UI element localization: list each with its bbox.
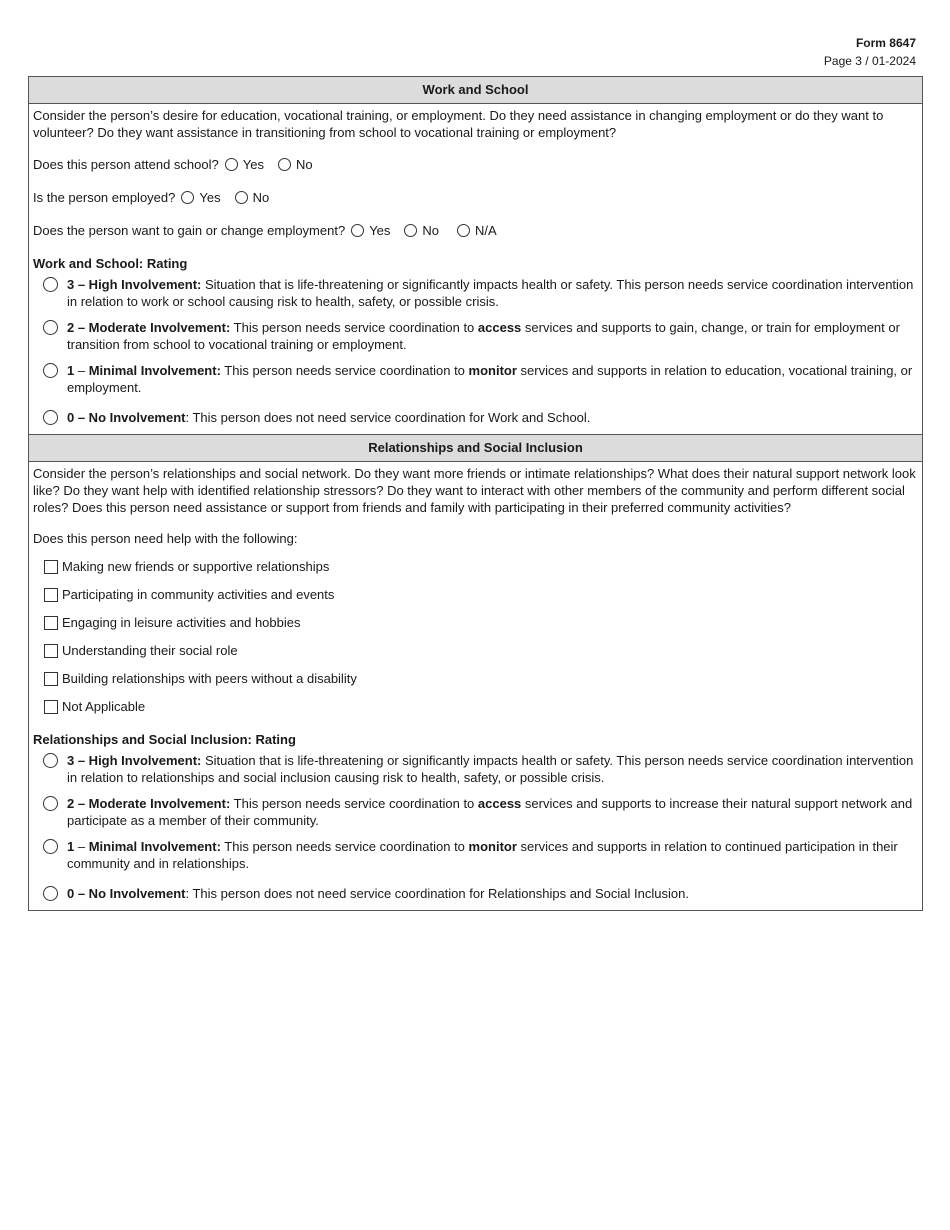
question-text: Is the person employed?	[33, 190, 176, 205]
rating-description: Situation that is life-threatening or significantly impacts health or safety. This person needs service coordination intervention in relation to work or school causing risk to health, safety, or possible crisis.	[67, 277, 914, 309]
checkbox-label: Understanding their social role	[62, 643, 238, 658]
radio-button[interactable]	[43, 796, 58, 811]
attend-school-yes-option[interactable]	[225, 157, 264, 172]
relationships-rating-3[interactable]	[33, 752, 918, 786]
rating-text	[67, 409, 918, 426]
question-text: Does the person want to gain or change employment?	[33, 223, 346, 238]
radio-button[interactable]	[43, 363, 58, 378]
rating-description: This person needs service coordination to	[230, 796, 478, 811]
radio-button[interactable]	[43, 320, 58, 335]
checkbox-label: Not Applicable	[62, 699, 146, 714]
form-frame	[28, 76, 923, 911]
checklist-item-leisure[interactable]	[33, 614, 918, 631]
rating-number: 1	[67, 363, 75, 378]
section-relationships	[29, 462, 922, 910]
checkbox-label: Making new friends or supportive relationships	[62, 559, 330, 574]
change-employment-na-option[interactable]	[457, 223, 497, 238]
attend-school-no-option[interactable]	[278, 157, 313, 172]
rating-description: services and supports in relation to continued participation in their community and in relationships.	[67, 839, 898, 871]
relationships-rating-0[interactable]	[33, 885, 918, 902]
radio-button[interactable]	[43, 753, 58, 768]
rating-description: : This person does not need service coordination for Work and School.	[185, 410, 591, 425]
rating-text	[67, 319, 918, 353]
rating-lead: Minimal Involvement:	[88, 363, 221, 378]
rating-emphasis: monitor	[468, 839, 517, 854]
rating-number: 1	[67, 839, 75, 854]
work-school-rating-3[interactable]	[33, 276, 918, 310]
rating-lead: 0 – No Involvement	[67, 410, 186, 425]
radio-button[interactable]	[351, 224, 364, 237]
rating-description: Situation that is life-threatening or significantly impacts health or safety. This person needs service coordination intervention in relation to relationships and social inclusion causing risk to health, safety, or possible crisis.	[67, 753, 914, 785]
checkbox-label: Participating in community activities and events	[62, 587, 335, 602]
checkbox[interactable]	[44, 644, 58, 658]
rating-text	[67, 795, 918, 829]
work-school-rating-1[interactable]	[33, 362, 918, 396]
rating-description: This person needs service coordination to	[220, 839, 469, 854]
relationships-rating-label: Relationships and Social Inclusion: Rating	[33, 732, 296, 747]
rating-text	[67, 838, 918, 872]
checkbox[interactable]	[44, 700, 58, 714]
work-school-rating-0[interactable]	[33, 409, 918, 426]
help-question: Does this person need help with the following:	[33, 531, 298, 546]
work-school-rating-label: Work and School: Rating	[33, 256, 188, 271]
question-employed	[33, 188, 918, 207]
checkbox[interactable]	[44, 672, 58, 686]
checklist-item-peer-relationships[interactable]	[33, 670, 918, 687]
relationships-rating-2[interactable]	[33, 795, 918, 829]
option-label: No	[252, 190, 270, 205]
rating-description: services and supports to increase their natural support network and participate as a member of their community.	[67, 796, 913, 828]
radio-button[interactable]	[181, 191, 194, 204]
radio-button[interactable]	[43, 277, 58, 292]
rating-lead: 0 – No Involvement	[67, 886, 186, 901]
rating-emphasis: access	[477, 320, 522, 335]
rating-description: This person needs service coordination to	[220, 363, 469, 378]
relationships-rating-1[interactable]	[33, 838, 918, 872]
option-label: N/A	[475, 223, 497, 238]
option-label: Yes	[242, 157, 264, 172]
rating-description: services and supports in relation to education, vocational training, or employment.	[67, 363, 913, 395]
radio-button[interactable]	[43, 839, 58, 854]
radio-button[interactable]	[43, 886, 58, 901]
option-label: Yes	[369, 223, 391, 238]
relationships-intro: Consider the person’s relationships and social network. Do they want more friends or intimate relationships? What does their natural support network look like? Do they want help with identified relationship stressors? Do they want to interact with other members of the community and perform different social roles? Does this person need assistance or support from friends and family with participating in their preferred community activities?	[33, 466, 916, 515]
form-number: Form 8647	[855, 36, 916, 50]
rating-lead: 3 – High Involvement:	[67, 277, 202, 292]
option-label: No	[422, 223, 440, 238]
question-text: Does this person attend school?	[33, 157, 219, 172]
radio-button[interactable]	[457, 224, 470, 237]
employed-yes-option[interactable]	[181, 190, 220, 205]
rating-description: : This person does not need service coordination for Relationships and Social Inclusion.	[185, 886, 689, 901]
checkbox-label: Engaging in leisure activities and hobbies	[62, 615, 301, 630]
page-info: Page 3 / 01-2024	[823, 54, 916, 68]
checklist-item-new-friends[interactable]	[33, 558, 918, 575]
change-employment-no-option[interactable]	[404, 223, 439, 238]
rating-text	[67, 885, 918, 902]
checkbox[interactable]	[44, 588, 58, 602]
rating-text	[67, 362, 918, 396]
checklist-item-community-activities[interactable]	[33, 586, 918, 603]
section-work-school	[29, 104, 922, 434]
rating-dash: –	[74, 839, 89, 854]
employed-no-option[interactable]	[235, 190, 270, 205]
rating-text	[67, 276, 918, 310]
radio-button[interactable]	[235, 191, 248, 204]
checklist-item-not-applicable[interactable]	[33, 698, 918, 715]
radio-button[interactable]	[278, 158, 291, 171]
rating-dash: –	[74, 363, 89, 378]
work-school-rating-2[interactable]	[33, 319, 918, 353]
section-title-work-school: Work and School	[29, 77, 922, 104]
work-school-intro: Consider the person’s desire for education, vocational training, or employment. Do they need assistance in changing employment or do they want to volunteer? Do they want assistance in transitioning from school to vocational training or employment?	[33, 108, 884, 140]
rating-lead: Minimal Involvement:	[88, 839, 221, 854]
checkbox-label: Building relationships with peers without a disability	[62, 671, 357, 686]
section-title-relationships: Relationships and Social Inclusion	[29, 434, 922, 462]
rating-lead: 2 – Moderate Involvement:	[67, 796, 231, 811]
radio-button[interactable]	[225, 158, 238, 171]
change-employment-yes-option[interactable]	[351, 223, 390, 238]
option-label: Yes	[199, 190, 221, 205]
rating-description: This person needs service coordination to	[230, 320, 478, 335]
question-change-employment	[33, 221, 918, 240]
checklist-item-social-role[interactable]	[33, 642, 918, 659]
rating-text	[67, 752, 918, 786]
question-attend-school	[33, 155, 918, 174]
checkbox[interactable]	[44, 560, 58, 574]
rating-lead: 3 – High Involvement:	[67, 753, 202, 768]
checkbox[interactable]	[44, 616, 58, 630]
radio-button[interactable]	[404, 224, 417, 237]
option-label: No	[295, 157, 313, 172]
rating-emphasis: monitor	[468, 363, 517, 378]
radio-button[interactable]	[43, 410, 58, 425]
rating-description: services and supports to gain, change, or train for employment or transition from school to vocational training or employment.	[67, 320, 900, 352]
form-header	[824, 34, 916, 70]
rating-emphasis: access	[477, 796, 522, 811]
rating-lead: 2 – Moderate Involvement:	[67, 320, 231, 335]
